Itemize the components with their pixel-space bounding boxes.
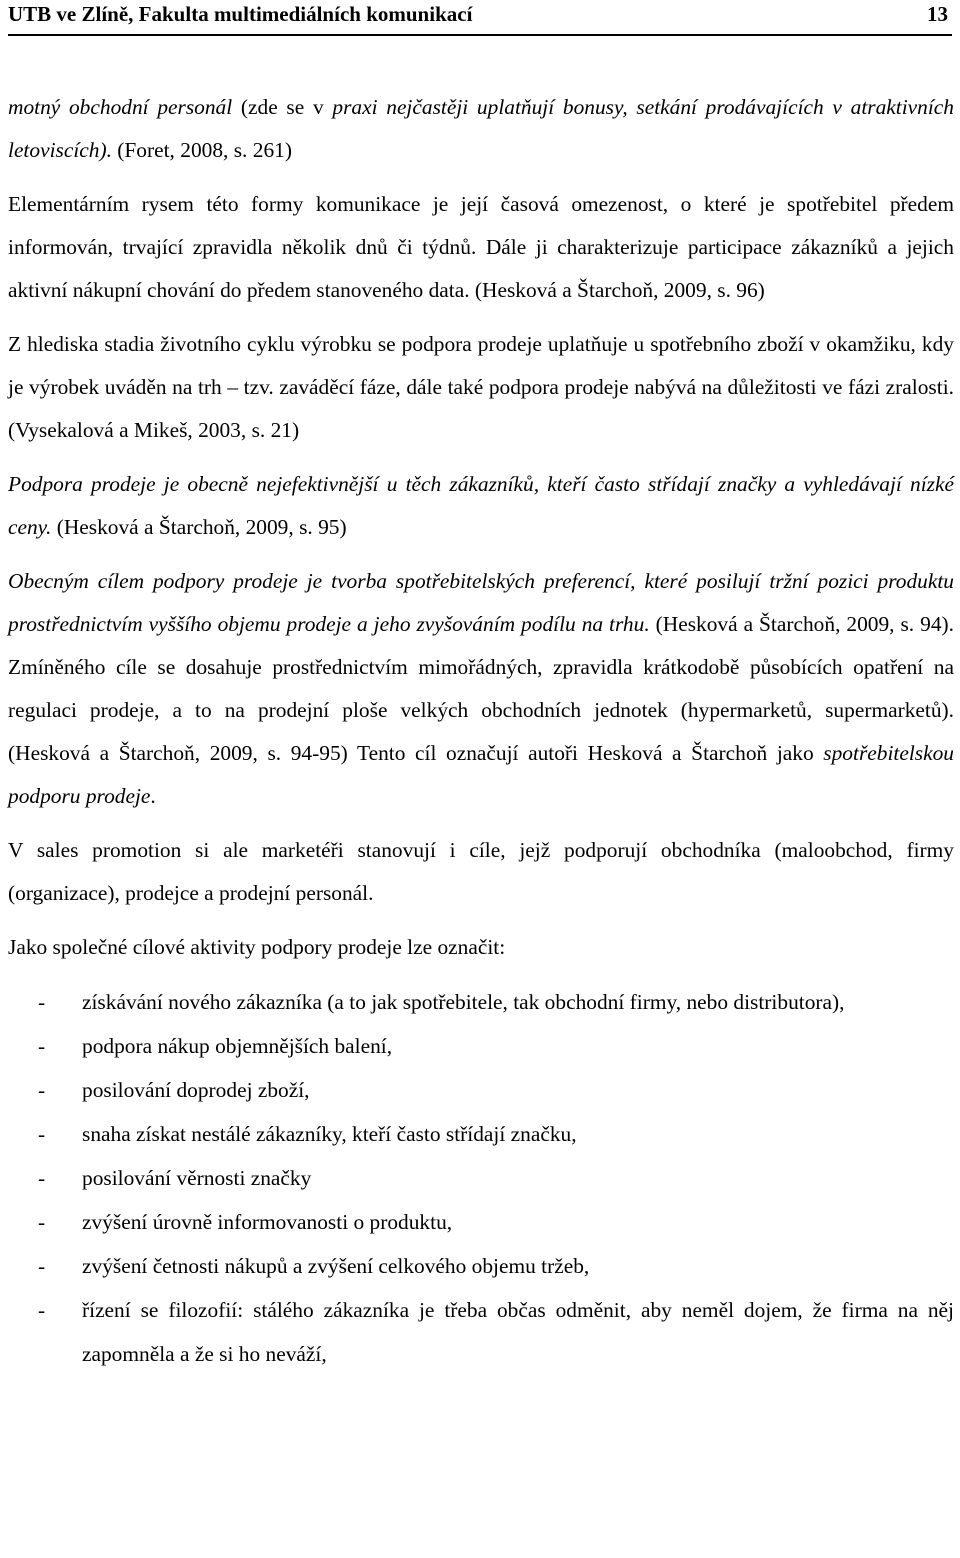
list-marker: -	[38, 1078, 46, 1102]
list-marker: -	[38, 1298, 46, 1322]
list-item	[8, 980, 954, 1024]
paragraph-4	[8, 463, 954, 549]
list-marker: -	[38, 1210, 46, 1234]
paragraph-4-italic: Podpora prodeje je obecně nejefektivnější u těch zákazníků, kteří často střídají značky a vyhledávají nízké ceny.	[8, 472, 954, 539]
list-item	[8, 1068, 954, 1112]
list-item-text: snaha získat nestálé zákazníky, kteří často střídají značku,	[82, 1122, 577, 1146]
goal-list	[8, 980, 954, 1376]
list-item	[8, 1112, 954, 1156]
paragraph-1-text: (zde se v	[232, 95, 333, 119]
paragraph-5-italic-b: spotřebitelskou podporu prodeje	[8, 741, 954, 808]
page-body	[8, 86, 954, 1376]
list-item-text: podpora nákup objemnějších balení,	[82, 1034, 393, 1058]
page-number: 13	[927, 2, 948, 26]
list-marker: -	[38, 1166, 46, 1190]
list-item	[8, 1024, 954, 1068]
list-item-text: posilování doprodej zboží,	[82, 1078, 310, 1102]
list-item	[8, 1244, 954, 1288]
list-item	[8, 1288, 954, 1376]
list-marker: -	[38, 1034, 46, 1058]
paragraph-5-end: .	[150, 784, 156, 808]
list-item-text: získávání nového zákazníka (a to jak spotřebitele, tak obchodní firmy, nebo distributora),	[82, 990, 845, 1014]
paragraph-5	[8, 560, 954, 818]
paragraph-6: V sales promotion si ale marketéři stanovují i cíle, jejž podporují obchodníka (maloobchod, firmy (organizace), prodejce a prodejní personál.	[8, 838, 954, 905]
list-item-text: zvýšení četnosti nákupů a zvýšení celkového objemu tržeb,	[82, 1254, 590, 1278]
paragraph-2: Elementárním rysem této formy komunikace je její časová omezenost, o které je spotřebitel předem informován, trvající zpravidla několik dnů či týdnů. Dále ji charakterizuje participace zákazníků a jejich aktivní nákupní chování do předem stanoveného data. (Hesková a Štarchoň, 2009, s. 96)	[8, 192, 954, 302]
list-marker: -	[38, 990, 46, 1014]
paragraph-5-text: (Hesková a Štarchoň, 2009, s. 94). Zmíněného cíle se dosahuje prostřednictvím mimořádných, zpravidla krátkodobě působících opatření na regulaci prodeje, a to na prodejní ploše velkých obchodních jednotek (hypermarketů, supermarketů). (Hesková a Štarchoň, 2009, s. 94-95) Tento cíl označují autoři Hesková a Štarchoň jako	[8, 612, 954, 765]
paragraph-4-citation: (Hesková a Štarchoň, 2009, s. 95)	[51, 515, 347, 539]
page-header	[8, 0, 952, 36]
paragraph-3: Z hlediska stadia životního cyklu výrobku se podpora prodeje uplatňuje u spotřebního zboží v okamžiku, kdy je výrobek uváděn na trh – tzv. zaváděcí fáze, dále také podpora prodeje nabývá na důležitosti ve fázi zralosti. (Vysekalová a Mikeš, 2003, s. 21)	[8, 332, 954, 442]
paragraph-1	[8, 86, 954, 172]
paragraph-1-citation: (Foret, 2008, s. 261)	[111, 138, 292, 162]
list-item	[8, 1200, 954, 1244]
paragraph-5-italic: Obecným cílem podpory prodeje je tvorba spotřebitelských preferencí, které posilují tržní pozici produktu prostřednictvím vyššího objemu prodeje a jeho zvyšováním podílu na trhu.	[8, 569, 954, 636]
list-marker: -	[38, 1122, 46, 1146]
list-item	[8, 1156, 954, 1200]
list-item-text: řízení se filozofií: stálého zákazníka je třeba občas odměnit, aby neměl dojem, že firma na něj zapomněla a že si ho neváží,	[82, 1298, 954, 1366]
header-title: UTB ve Zlíně, Fakulta multimediálních komunikací	[8, 2, 473, 26]
list-item-text: posilování věrnosti značky	[82, 1166, 312, 1190]
paragraph-7: Jako společné cílové aktivity podpory prodeje lze označit:	[8, 935, 506, 959]
paragraph-1-italic: motný obchodní personál	[8, 95, 233, 119]
paragraph-1-italic-b: praxi nejčastěji uplatňují bonusy, setkání prodávajících v atraktivních letoviscích).	[8, 95, 954, 162]
list-item-text: zvýšení úrovně informovanosti o produktu,	[82, 1210, 453, 1234]
list-marker: -	[38, 1254, 46, 1278]
